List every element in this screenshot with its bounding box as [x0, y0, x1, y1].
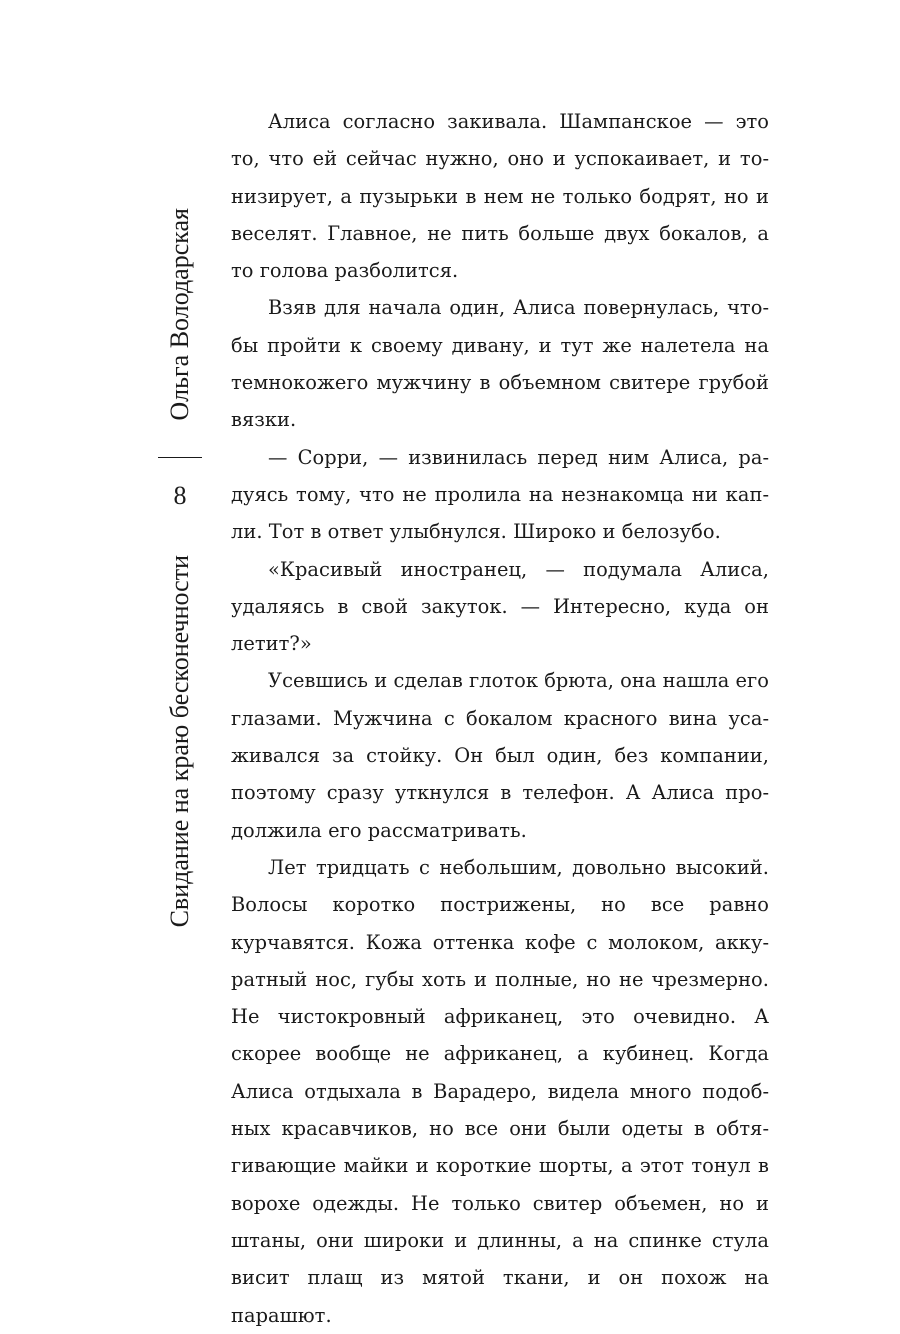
paragraph: Усевшись и сделав глоток брюта, она нашла его глазами. Мужчина с бокалом красного вина усаживался за стойку. Он был один, без компании, поэтому сразу уткнулся в телефон. А Алиса продолжила его рассматривать.	[231, 669, 769, 842]
running-head-author-box	[152, 196, 208, 432]
book-title: Свидание на краю бесконечности	[165, 554, 194, 928]
paragraph: Взяв для начала один, Алиса повернулась, чтобы пройти к своему дивану, и тут же налетела на темнокожего мужчину в объемном свитере грубой вязки.	[231, 296, 769, 432]
paragraph: Алиса согласно закивала. Шампанское — это то, что ей сейчас нужно, оно и успокаивает, и тонизирует, а пузырьки в нем не только бодрят, но и веселят. Главное, не пить больше двух бокалов, а то голова разболится.	[231, 110, 769, 283]
paragraph: Лет тридцать с небольшим, довольно высокий. Волосы коротко пострижены, но все равно курчавятся. Кожа оттенка кофе с молоком, аккуратный нос, губы хоть и полные, но не чрезмерно. Не чистокровный африканец, это очевидно. А скорее вообще не африканец, а кубинец. Когда Алиса отдыхала в Варадеро, видела много подобных красавчиков, но все они были одеты в обтягивающие майки и короткие шорты, а этот тонул в ворохе одежды. Не только свитер объемен, но и штаны, они широки и длинны, а на спинке стула висит плащ из мятой ткани, и он похож на парашют.	[231, 855, 769, 1327]
author-name: Ольга Володарская	[165, 207, 194, 421]
running-head-title-box	[152, 546, 208, 936]
paragraph: — Сорри, — извинилась перед ним Алиса, радуясь тому, что не пролила на незнакомца ни капли. Тот в ответ улыбнулся. Широко и белозубо.	[231, 445, 769, 544]
running-head-divider	[158, 457, 202, 458]
page-number-box	[152, 474, 208, 518]
body-text	[231, 103, 769, 1334]
page-number: 8	[173, 481, 187, 510]
running-head	[152, 196, 208, 956]
paragraph: «Красивый иностранец, — подумала Алиса, удаляясь в свой закуток. — Интересно, куда он летит?»	[231, 557, 769, 656]
